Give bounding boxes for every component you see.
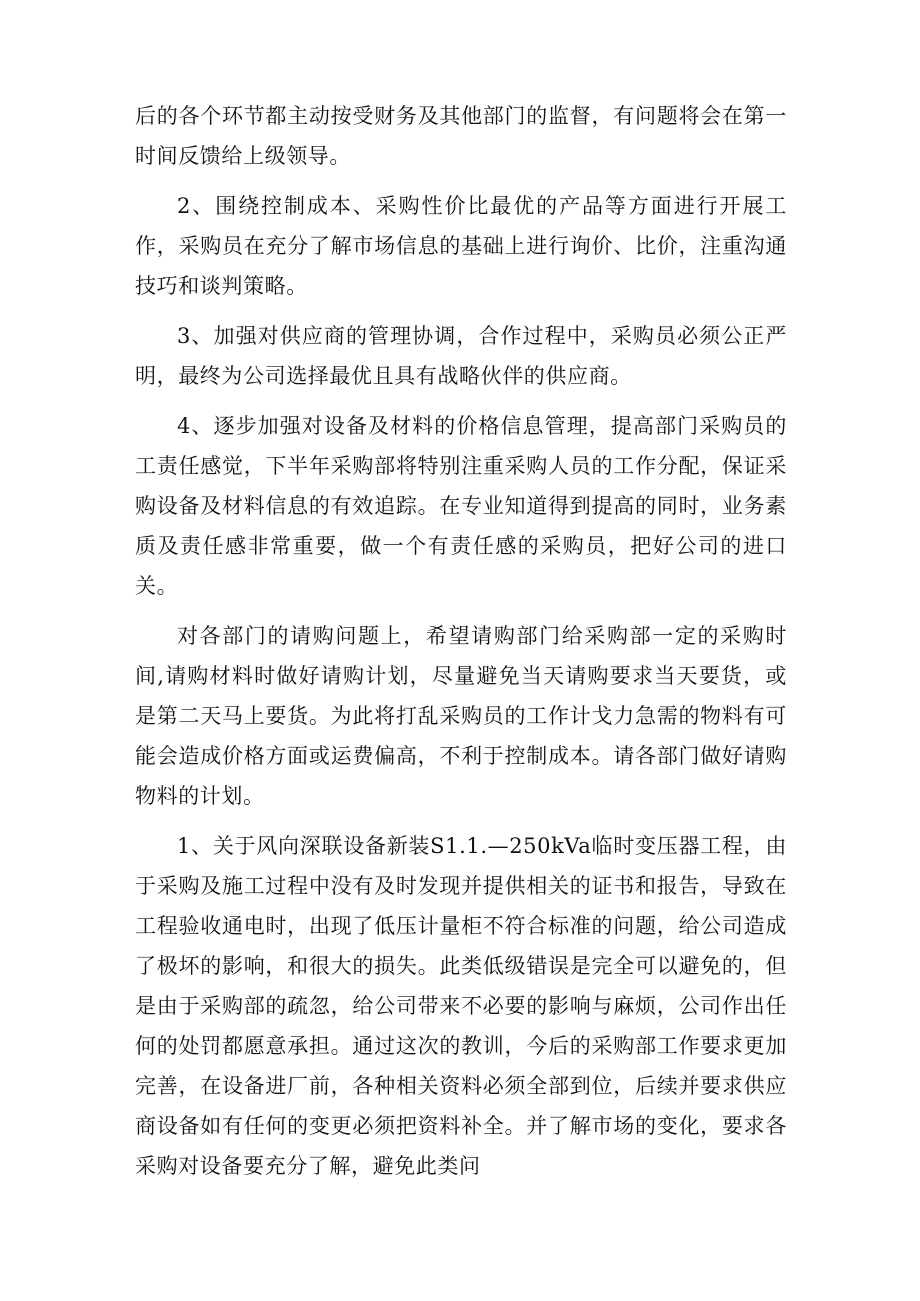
paragraph-continuation: 后的各个环节都主动按受财务及其他部门的监督，有问题将会在第一时间反馈给上级领导。 xyxy=(135,104,787,168)
paragraph-item-4: 4、逐步加强对设备及材料的价格信息管理，提高部门采购员的工责任感觉，下半年采购部将特别注重采购人员的工作分配，保证采购设备及材料信息的有效追踪。在专业知道得到提高的同时，业务素质及责任感非常重要，做一个有责任感的采购员，把好公司的进口关。 xyxy=(135,414,787,598)
paragraph-item-3: 3、加强对供应商的管理协调，合作过程中，采购员必须公正严明，最终为公司选择最优且具有战略伙伴的供应商。 xyxy=(135,324,787,388)
paragraph-item-2: 2、围绕控制成本、采购性价比最优的产品等方面进行开展工作，采购员在充分了解市场信息的基础上进行询价、比价，注重沟通技巧和谈判策略。 xyxy=(135,194,787,298)
paragraph-item-1-lesson: 1、关于风向深联设备新装S1.1.—250kVa临时变压器工程，由于采购及施工过程中没有及时发现并提供相关的证书和报告，导致在工程验收通电时，出现了低压计量柜不符合标准的问题，给公司造成了极坏的影响，和很大的损失。此类低级错误是完全可以避免的，但是由于采购部的疏忽，给公司带来不必要的影响与麻烦，公司作出任何的处罚都愿意承担。通过这次的教训，今后的采购部工作要求更加完善，在设备进厂前，各种相关资料必须全部到位，后续并要求供应商设备如有任何的变更必须把资料补全。并了解市场的变化，要求各采购对设备要充分了解，避免此类问 xyxy=(135,834,787,1178)
paragraph-departments-request: 对各部门的请购问题上，希望请购部门给采购部一定的采购时间,请购材料时做好请购计划，尽量避免当天请购要求当天要货，或是第二天马上要货。为此将打乱采购员的工作计戈力急需的物料有可能会造成价格方面或运费偏高，不利于控制成本。请各部门做好请购物料的计划。 xyxy=(135,624,787,808)
document-body xyxy=(135,96,787,1196)
